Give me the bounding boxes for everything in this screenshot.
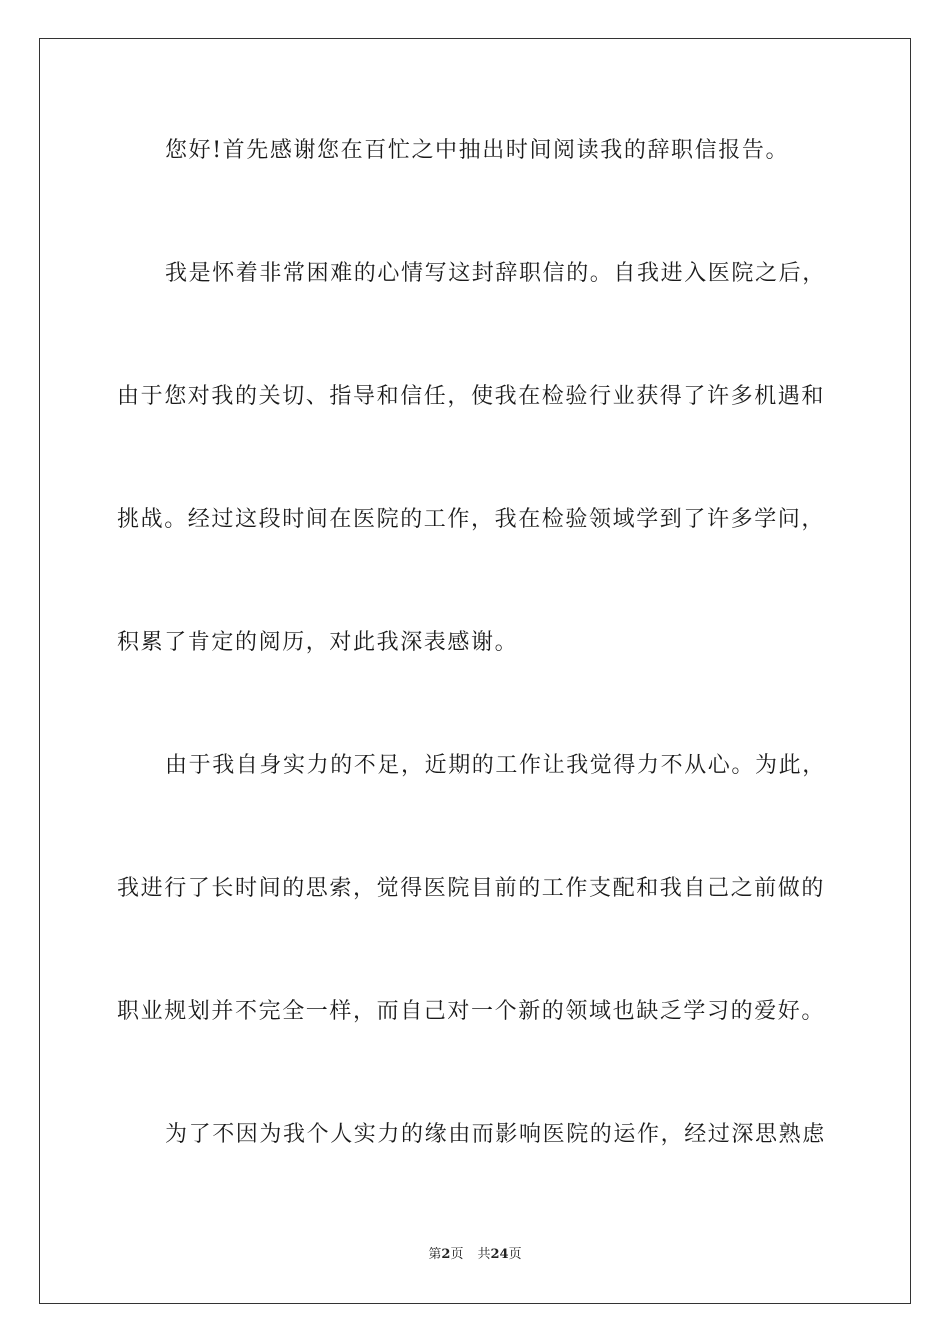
page-footer — [0, 1246, 950, 1264]
paragraph-line: 由于您对我的关切、指导和信任，使我在检验行业获得了许多机遇和 — [117, 384, 826, 409]
page-suffix: 页 — [450, 1247, 464, 1262]
total-pages: 24 — [490, 1247, 509, 1262]
paragraph-line: 积累了肯定的阅历，对此我深表感谢。 — [117, 630, 519, 655]
page-border — [39, 38, 911, 1304]
paragraph-line: 由于我自身实力的不足，近期的工作让我觉得力不从心。为此， — [165, 753, 826, 778]
total-prefix: 共 — [477, 1247, 491, 1262]
total-suffix: 页 — [508, 1247, 522, 1262]
paragraph-line: 挑战。经过这段时间在医院的工作，我在检验领域学到了许多学问， — [117, 507, 826, 532]
paragraph-line: 职业规划并不完全一样，而自己对一个新的领域也缺乏学习的爱好。 — [117, 999, 826, 1024]
paragraph-line: 您好!首先感谢您在百忙之中抽出时间阅读我的辞职信报告。 — [165, 138, 790, 163]
page-number: 2 — [441, 1247, 451, 1262]
paragraph-line: 为了不因为我个人实力的缘由而影响医院的运作，经过深思熟虑 — [165, 1122, 826, 1147]
page-prefix: 第 — [428, 1247, 442, 1262]
paragraph-line: 我进行了长时间的思索，觉得医院目前的工作支配和我自己之前做的 — [117, 876, 826, 901]
paragraph-line: 我是怀着非常困难的心情写这封辞职信的。自我进入医院之后， — [165, 261, 826, 286]
